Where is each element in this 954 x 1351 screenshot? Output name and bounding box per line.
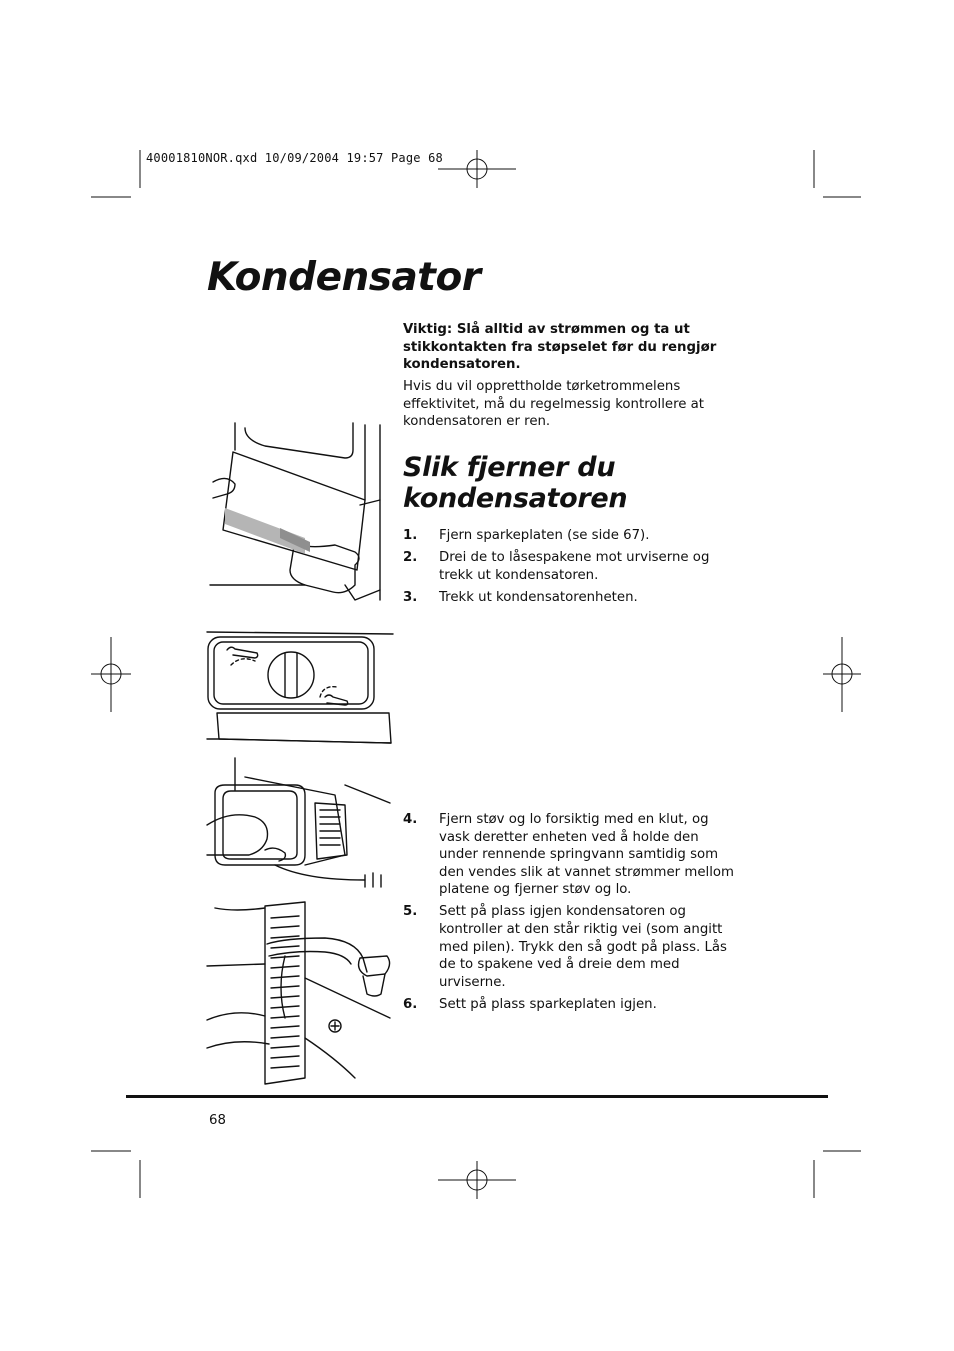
illustration-lock-levers <box>205 625 395 747</box>
step-number: 3. <box>403 589 418 605</box>
step-item <box>403 903 738 991</box>
intro-text: Hvis du vil opprettholde tørketrommelens effektivitet, må du regelmessig kontrollere at kondensatoren er ren. <box>403 379 705 430</box>
footer-rule <box>126 1095 828 1098</box>
step-text: Sett på plass igjen kondensatoren og kontroller at den står riktig vei (som angitt med pilen). Trykk den så godt på plass. Lås de to spakene ved å dreie dem med urviserne. <box>439 904 727 990</box>
illustration-remove-plinth <box>205 420 390 610</box>
illustration-rinse-condenser <box>205 898 395 1086</box>
step-item <box>403 549 738 584</box>
step-text: Fjern støv og lo forsiktig med en klut, og vask deretter enheten ved å holde den under rennende springvann samtidig som den vendes slik at vannet strømmer mellom platene og fjerner støv og lo. <box>439 812 734 898</box>
section-title: Slik fjerner du kondensatoren <box>403 452 628 514</box>
step-text: Sett på plass sparkeplaten igjen. <box>439 996 657 1012</box>
step-text: Trekk ut kondensatorenheten. <box>439 589 638 605</box>
step-number: 1. <box>403 528 418 543</box>
step-number: 2. <box>403 550 418 566</box>
illustration-pull-condenser <box>205 755 395 890</box>
step-item <box>403 811 738 899</box>
page-number: 68 <box>209 1113 226 1128</box>
step-number: 6. <box>403 996 418 1012</box>
file-slug: 40001810NOR.qxd 10/09/2004 19:57 Page 68 <box>146 151 443 165</box>
important-note: Viktig: Slå alltid av strømmen og ta ut stikkontakten fra støpselet før du rengjør kondensatoren. <box>403 322 717 373</box>
step-number: 5. <box>403 904 418 920</box>
step-number: 4. <box>403 812 418 827</box>
step-item <box>403 589 738 607</box>
step-text: Drei de to låsespakene mot urviserne og trekk ut kondensatoren. <box>439 550 710 583</box>
steps-list-2 <box>403 811 738 1018</box>
step-item <box>403 996 738 1014</box>
step-text: Fjern sparkeplaten (se side 67). <box>439 528 650 543</box>
steps-list-1 <box>403 527 738 611</box>
page-title: Kondensator <box>207 255 481 300</box>
step-item <box>403 527 738 545</box>
